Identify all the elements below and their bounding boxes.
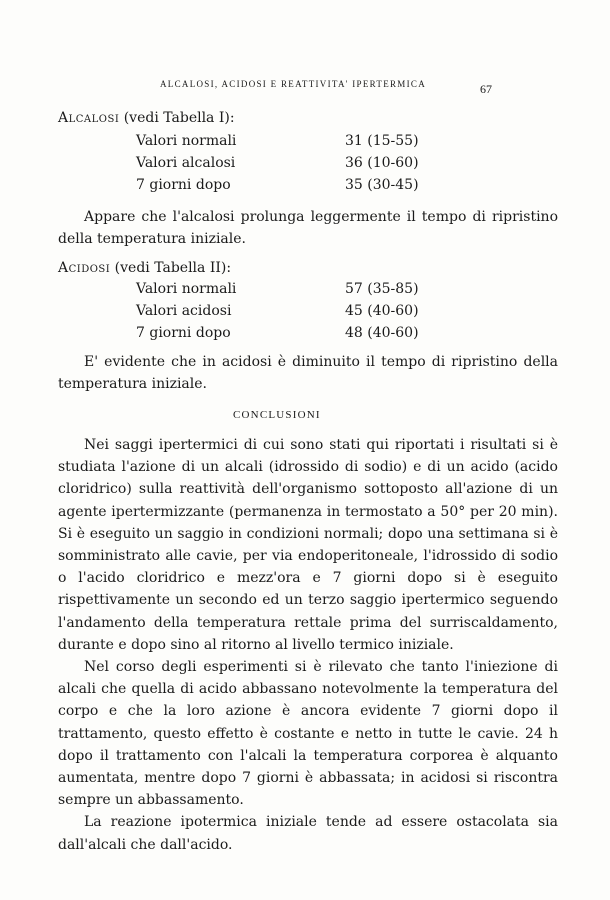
page-number: 67	[480, 82, 492, 96]
alcalosi-heading-rest: (vedi Tabella I):	[119, 110, 235, 126]
conclusioni-body	[58, 434, 558, 856]
acidosi-heading-rest: (vedi Tabella II):	[110, 260, 232, 276]
running-header: ALCALOSI, ACIDOSI E REATTIVITA' IPERTERMICA	[160, 79, 427, 89]
alcalosi-row-label: Valori normali	[136, 133, 237, 149]
acidosi-row-label: Valori acidosi	[136, 303, 232, 319]
conclusioni-paragraph: La reazione ipotermica iniziale tende ad essere ostacolata sia dall'alcali che dall'acido.	[58, 814, 558, 853]
section-title-conclusioni: CONCLUSIONI	[233, 409, 321, 421]
acidosi-row-value: 48 (40-60)	[345, 325, 419, 341]
acidosi-heading	[58, 257, 558, 279]
acidosi-heading-word: Acidosi	[58, 260, 111, 276]
alcalosi-row-value: 31 (15-55)	[345, 133, 419, 149]
acidosi-row-value: 45 (40-60)	[345, 303, 419, 319]
alcalosi-heading-word: Alcalosi	[58, 110, 120, 126]
conclusioni-paragraph: Nei saggi ipertermici di cui sono stati qui riportati i risultati si è studiata l'azione di un alcali (idrossido di sodio) e di un acido (acido cloridrico) sulla reattività dell'organismo sottoposto all'azione di un agente ipertermizzante (permanenza in termostato a 50° per 20 min). Si è eseguito un saggio in condizioni normali; dopo una settimana si è somministrato alle cavie, per via endoperitoneale, l'idrossido di sodio o l'acido cloridrico e mezz'ora e 7 giorni dopo si è eseguito rispettivamente un secondo ed un terzo saggio ipertermico seguendo l'andamento della temperatura rettale prima del surriscaldamento, durante e dopo sino al ritorno al livello termico iniziale.	[58, 437, 558, 653]
acidosi-comment	[58, 351, 558, 395]
acidosi-row-label: Valori normali	[136, 281, 237, 297]
conclusioni-paragraph: Nel corso degli esperimenti si è rilevato che tanto l'iniezione di alcali che quella di acido abbassano notevolmente la temperatura del corpo e che la loro azione è ancora evidente 7 giorni dopo il trattamento, questo effetto è costante e netto in tutte le cavie. 24 h dopo il trattamento con l'alcali la temperatura corporea è alquanto aumentata, mentre dopo 7 giorni è abbassata; in acidosi si riscontra sempre un abbassamento.	[58, 659, 558, 809]
alcalosi-comment	[58, 206, 558, 250]
acidosi-row-value: 57 (35-85)	[345, 281, 419, 297]
alcalosi-row-label: 7 giorni dopo	[136, 177, 231, 193]
alcalosi-row-label: Valori alcalosi	[136, 155, 236, 171]
acidosi-row-label: 7 giorni dopo	[136, 325, 231, 341]
acidosi-comment-text: E' evidente che in acidosi è diminuito il tempo di ripristino della temperatura iniziale.	[58, 354, 558, 393]
alcalosi-row-value: 36 (10-60)	[345, 155, 419, 171]
alcalosi-row-value: 35 (30-45)	[345, 177, 419, 193]
alcalosi-heading	[58, 107, 558, 129]
alcalosi-comment-text: Appare che l'alcalosi prolunga leggermente il tempo di ripristino della temperatura iniziale.	[58, 209, 558, 248]
